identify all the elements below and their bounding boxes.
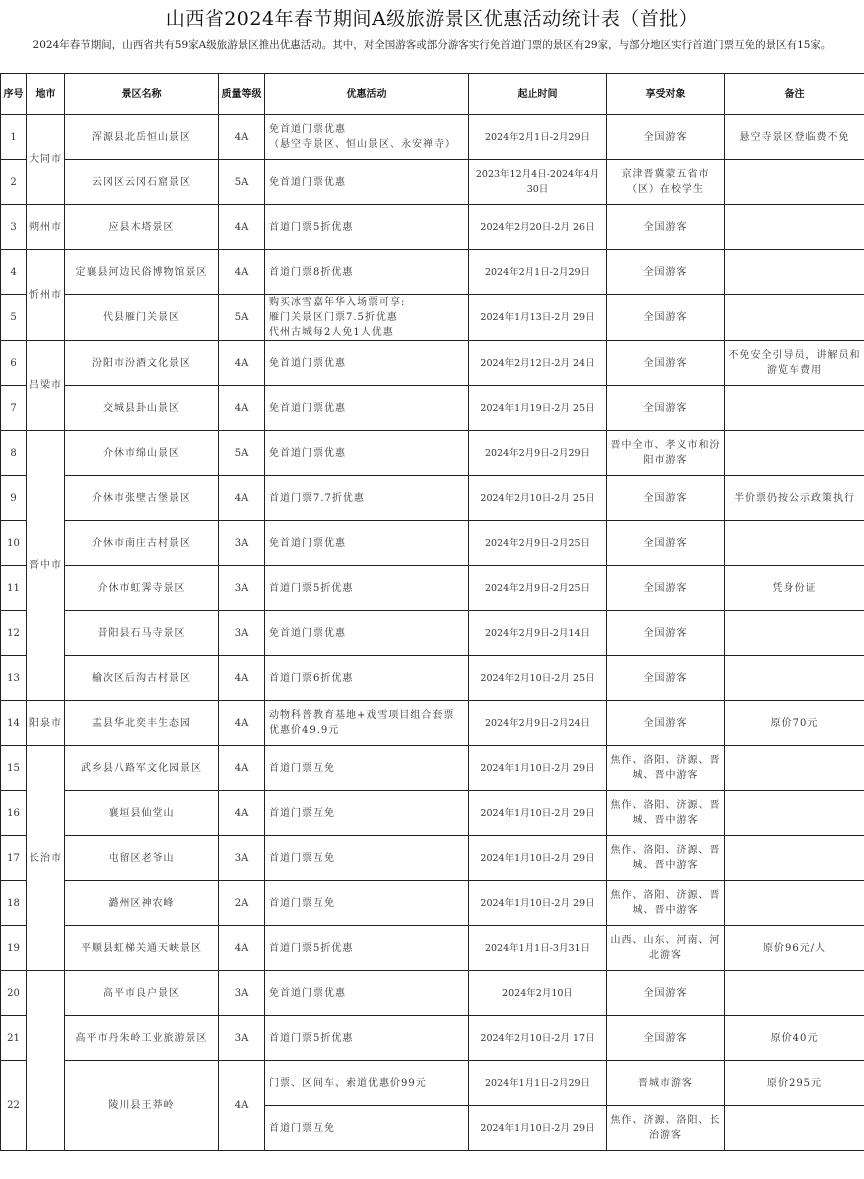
scenic-name: 昔阳县石马寺景区 (65, 611, 219, 656)
table-row (1, 926, 864, 971)
header-row (1, 74, 864, 115)
row-number: 8 (1, 431, 27, 476)
target-cell: 全国游客 (607, 115, 725, 160)
target-cell: 全国游客 (607, 1016, 725, 1061)
table-row (1, 386, 864, 431)
period-cell: 2024年2月1日-2月29日 (469, 250, 607, 295)
activity-cell (265, 431, 469, 476)
activity-cell: 门票、区间车、索道优惠价99元 (265, 1061, 469, 1106)
note-cell: 原价295元 (725, 1061, 864, 1106)
target-cell: 全国游客 (607, 205, 725, 250)
row-number: 3 (1, 205, 27, 250)
scenic-name: 平顺县虹梯关通天峡景区 (65, 926, 219, 971)
period-cell: 2024年2月9日-2月29日 (469, 431, 607, 476)
activity-cell (265, 160, 469, 205)
note-cell: 不免安全引导员，讲解员和游览车费用 (725, 341, 864, 386)
note-cell (725, 431, 864, 476)
table-row (1, 1061, 864, 1106)
row-number: 1 (1, 115, 27, 160)
target-cell: 全国游客 (607, 656, 725, 701)
city-cell: 吕梁市 (27, 341, 65, 431)
activity-cell (265, 701, 469, 746)
activity-cell (265, 341, 469, 386)
target-cell: 全国游客 (607, 701, 725, 746)
target-cell: 全国游客 (607, 611, 725, 656)
period-cell: 2024年2月12日-2月 24日 (469, 341, 607, 386)
activity-cell (265, 205, 469, 250)
activity-cell (265, 746, 469, 791)
period-cell: 2024年2月20日-2月 26日 (469, 205, 607, 250)
activity-line: 免首道门票优惠 (269, 357, 346, 369)
city-cell: 阳泉市 (27, 701, 65, 746)
note-cell (725, 250, 864, 295)
activity-line: 免首道门票优惠 (269, 537, 346, 549)
quality-grade: 3A (219, 1016, 265, 1061)
activity-cell (265, 926, 469, 971)
discount-table (0, 73, 864, 1151)
note-cell (725, 205, 864, 250)
table-row (1, 746, 864, 791)
intro-paragraph: 2024年春节期间，山西省共有59家A级旅游景区推出优惠活动。其中，对全国游客或部分游客实行免首道门票的景区有29家，与部分地区实行首道门票互免的景区有15家。 (32, 39, 832, 51)
scenic-name: 盂县华北奕丰生态园 (65, 701, 219, 746)
city-cell: 长治市 (27, 746, 65, 971)
row-number: 14 (1, 701, 27, 746)
quality-grade: 4A (219, 791, 265, 836)
scenic-name: 榆次区后沟古村景区 (65, 656, 219, 701)
row-number: 5 (1, 295, 27, 341)
target-cell: 晋城市游客 (607, 1061, 725, 1106)
activity-cell (265, 971, 469, 1016)
scenic-name: 汾阳市汾酒文化景区 (65, 341, 219, 386)
target-cell: 焦作、洛阳、济源、晋城、晋中游客 (607, 836, 725, 881)
scenic-name: 高平市丹朱岭工业旅游景区 (65, 1016, 219, 1061)
target-cell: 全国游客 (607, 386, 725, 431)
scenic-name: 介休市南庄古村景区 (65, 521, 219, 566)
row-number: 15 (1, 746, 27, 791)
header-period: 起止时间 (469, 74, 607, 115)
row-number: 2 (1, 160, 27, 205)
table-row (1, 566, 864, 611)
scenic-name: 介休市绵山景区 (65, 431, 219, 476)
table-row (1, 250, 864, 295)
activity-line: 首道门票5折优惠 (269, 1032, 354, 1044)
activity-line: 首道门票6折优惠 (269, 672, 354, 684)
target-cell: 全国游客 (607, 476, 725, 521)
quality-grade: 4A (219, 205, 265, 250)
header-target: 享受对象 (607, 74, 725, 115)
target-cell: 焦作、洛阳、济源、晋城、晋中游客 (607, 881, 725, 926)
table-row (1, 701, 864, 746)
scenic-name: 浑源县北岳恒山景区 (65, 115, 219, 160)
note-cell (725, 746, 864, 791)
quality-grade: 3A (219, 836, 265, 881)
scenic-name: 介休市虹霁寺景区 (65, 566, 219, 611)
city-cell: 朔州市 (27, 205, 65, 250)
activity-cell (265, 881, 469, 926)
table-row (1, 476, 864, 521)
target-cell: 山西、山东、河南、河北游客 (607, 926, 725, 971)
scenic-name: 武乡县八路军文化园景区 (65, 746, 219, 791)
scenic-name: 高平市良户景区 (65, 971, 219, 1016)
quality-grade: 4A (219, 341, 265, 386)
header-activity: 优惠活动 (265, 74, 469, 115)
table-body (1, 115, 864, 1151)
target-cell: 全国游客 (607, 295, 725, 341)
note-cell (725, 521, 864, 566)
table-row (1, 295, 864, 341)
activity-line: 免首道门票优惠 (269, 402, 346, 414)
row-number: 13 (1, 656, 27, 701)
note-cell (725, 836, 864, 881)
city-cell: 忻州市 (27, 250, 65, 341)
activity-cell (265, 611, 469, 656)
target-cell: 焦作、济源、洛阳、长治游客 (607, 1106, 725, 1151)
row-number: 21 (1, 1016, 27, 1061)
note-cell: 半价票仍按公示政策执行 (725, 476, 864, 521)
scenic-name: 陵川县王莽岭 (65, 1061, 219, 1151)
activity-line: （悬空寺景区、恒山景区、永安禅寺） (269, 139, 456, 150)
target-cell: 全国游客 (607, 971, 725, 1016)
period-cell: 2024年2月10日-2月 25日 (469, 656, 607, 701)
activity-line: 首道门票5折优惠 (269, 582, 354, 594)
header-name: 景区名称 (65, 74, 219, 115)
table-row (1, 971, 864, 1016)
note-cell: 原价96元/人 (725, 926, 864, 971)
note-cell: 凭身份证 (725, 566, 864, 611)
activity-cell (265, 295, 469, 341)
quality-grade: 5A (219, 160, 265, 205)
target-cell: 全国游客 (607, 250, 725, 295)
quality-grade: 2A (219, 881, 265, 926)
quality-grade: 4A (219, 476, 265, 521)
table-row (1, 1016, 864, 1061)
table-row (1, 160, 864, 205)
note-cell (725, 791, 864, 836)
scenic-name: 代县雁门关景区 (65, 295, 219, 341)
table-row (1, 656, 864, 701)
period-cell: 2024年2月9日-2月25日 (469, 521, 607, 566)
activity-line: 免首道门票优惠 (269, 627, 346, 639)
city-cell (27, 971, 65, 1151)
target-cell: 京津晋冀蒙五省市（区）在校学生 (607, 160, 725, 205)
quality-grade: 3A (219, 971, 265, 1016)
activity-cell (265, 250, 469, 295)
table-row (1, 791, 864, 836)
period-cell: 2024年1月10日-2月 29日 (469, 836, 607, 881)
row-number: 4 (1, 250, 27, 295)
period-cell: 2024年1月13日-2月 29日 (469, 295, 607, 341)
period-cell: 2024年2月9日-2月25日 (469, 566, 607, 611)
header-note: 备注 (725, 74, 864, 115)
table-row (1, 341, 864, 386)
row-number: 19 (1, 926, 27, 971)
note-cell (725, 611, 864, 656)
header-no: 序号 (1, 74, 27, 115)
row-number: 11 (1, 566, 27, 611)
scenic-name: 屯留区老爷山 (65, 836, 219, 881)
activity-cell (265, 656, 469, 701)
note-cell (725, 295, 864, 341)
quality-grade: 4A (219, 746, 265, 791)
activity-cell (265, 1016, 469, 1061)
note-cell (725, 160, 864, 205)
activity-cell (265, 115, 469, 160)
row-number: 18 (1, 881, 27, 926)
quality-grade: 4A (219, 926, 265, 971)
note-cell (725, 1106, 864, 1151)
quality-grade: 3A (219, 566, 265, 611)
note-cell: 悬空寺景区登临费不免 (725, 115, 864, 160)
row-number: 12 (1, 611, 27, 656)
quality-grade: 5A (219, 431, 265, 476)
period-cell: 2024年1月10日-2月 29日 (469, 791, 607, 836)
activity-line: 首道门票互免 (269, 852, 335, 864)
row-number: 16 (1, 791, 27, 836)
period-cell: 2024年1月1日-3月31日 (469, 926, 607, 971)
activity-line: 免首道门票优惠 (269, 124, 346, 135)
scenic-name: 介休市张壁古堡景区 (65, 476, 219, 521)
quality-grade: 4A (219, 1061, 265, 1151)
quality-grade: 5A (219, 295, 265, 341)
scenic-name: 襄垣县仙堂山 (65, 791, 219, 836)
row-number: 22 (1, 1061, 27, 1151)
period-cell: 2024年2月9日-2月14日 (469, 611, 607, 656)
table-row (1, 881, 864, 926)
target-cell: 全国游客 (607, 566, 725, 611)
page-title: 山西省2024年春节期间A级旅游景区优惠活动统计表（首批） (165, 8, 699, 30)
table-row (1, 836, 864, 881)
table-row (1, 205, 864, 250)
activity-cell (265, 476, 469, 521)
city-cell: 大同市 (27, 115, 65, 205)
target-cell: 晋中全市、孝义市和汾阳市游客 (607, 431, 725, 476)
row-number: 20 (1, 971, 27, 1016)
scenic-name: 潞州区神农峰 (65, 881, 219, 926)
activity-cell (265, 836, 469, 881)
quality-grade: 4A (219, 701, 265, 746)
header-city: 地市 (27, 74, 65, 115)
header-grade: 质量等级 (219, 74, 265, 115)
activity-cell (265, 566, 469, 611)
activity-line: 首道门票互免 (269, 762, 335, 774)
activity-cell (265, 791, 469, 836)
activity-line: 动物科普教育基地+戏雪项目组合套票 (269, 710, 455, 721)
period-cell: 2024年2月10日-2月 17日 (469, 1016, 607, 1061)
quality-grade: 4A (219, 115, 265, 160)
row-number: 6 (1, 341, 27, 386)
activity-line: 雁门关景区门票7.5折优惠 (269, 312, 398, 323)
activity-line: 首道门票7.7折优惠 (269, 492, 365, 504)
activity-line: 首道门票互免 (269, 897, 335, 909)
period-cell: 2023年12月4日-2024年4月30日 (469, 160, 607, 205)
period-cell: 2024年2月1日-2月29日 (469, 115, 607, 160)
activity-line: 优惠价49.9元 (269, 725, 340, 736)
period-cell: 2024年2月10日-2月 25日 (469, 476, 607, 521)
table-row (1, 521, 864, 566)
period-cell: 2024年2月9日-2月24日 (469, 701, 607, 746)
activity-line: 首道门票互免 (269, 807, 335, 819)
row-number: 9 (1, 476, 27, 521)
note-cell: 原价70元 (725, 701, 864, 746)
target-cell: 全国游客 (607, 341, 725, 386)
activity-line: 首道门票8折优惠 (269, 266, 354, 278)
note-cell: 原价40元 (725, 1016, 864, 1061)
row-number: 17 (1, 836, 27, 881)
quality-grade: 3A (219, 521, 265, 566)
note-cell (725, 971, 864, 1016)
note-cell (725, 386, 864, 431)
period-cell: 2024年1月19日-2月 25日 (469, 386, 607, 431)
activity-line: 免首道门票优惠 (269, 987, 346, 999)
row-number: 7 (1, 386, 27, 431)
activity-cell: 首道门票互免 (265, 1106, 469, 1151)
note-cell (725, 881, 864, 926)
quality-grade: 4A (219, 250, 265, 295)
period-cell: 2024年2月10日 (469, 971, 607, 1016)
scenic-name: 交城县卦山景区 (65, 386, 219, 431)
city-cell: 晋中市 (27, 431, 65, 701)
scenic-name: 应县木塔景区 (65, 205, 219, 250)
activity-line: 首道门票5折优惠 (269, 221, 354, 233)
scenic-name: 定襄县河边民俗博物馆景区 (65, 250, 219, 295)
scenic-name: 云冈区云冈石窟景区 (65, 160, 219, 205)
period-cell: 2024年1月1日-2月29日 (469, 1061, 607, 1106)
activity-line: 免首道门票优惠 (269, 447, 346, 459)
activity-line: 购买冰雪嘉年华入场票可享: (269, 297, 406, 308)
quality-grade: 4A (219, 656, 265, 701)
table-row (1, 115, 864, 160)
period-cell: 2024年1月10日-2月 29日 (469, 746, 607, 791)
row-number: 10 (1, 521, 27, 566)
quality-grade: 4A (219, 386, 265, 431)
activity-cell (265, 386, 469, 431)
period-cell: 2024年1月10日-2月 29日 (469, 881, 607, 926)
table-row (1, 611, 864, 656)
target-cell: 全国游客 (607, 521, 725, 566)
quality-grade: 3A (219, 611, 265, 656)
activity-line: 免首道门票优惠 (269, 176, 346, 188)
table-row (1, 431, 864, 476)
note-cell (725, 656, 864, 701)
period-cell: 2024年1月10日-2月 29日 (469, 1106, 607, 1151)
activity-cell (265, 521, 469, 566)
target-cell: 焦作、洛阳、济源、晋城、晋中游客 (607, 791, 725, 836)
target-cell: 焦作、洛阳、济源、晋城、晋中游客 (607, 746, 725, 791)
activity-line: 代州古城每2人免1人优惠 (269, 327, 394, 338)
activity-line: 首道门票5折优惠 (269, 942, 354, 954)
